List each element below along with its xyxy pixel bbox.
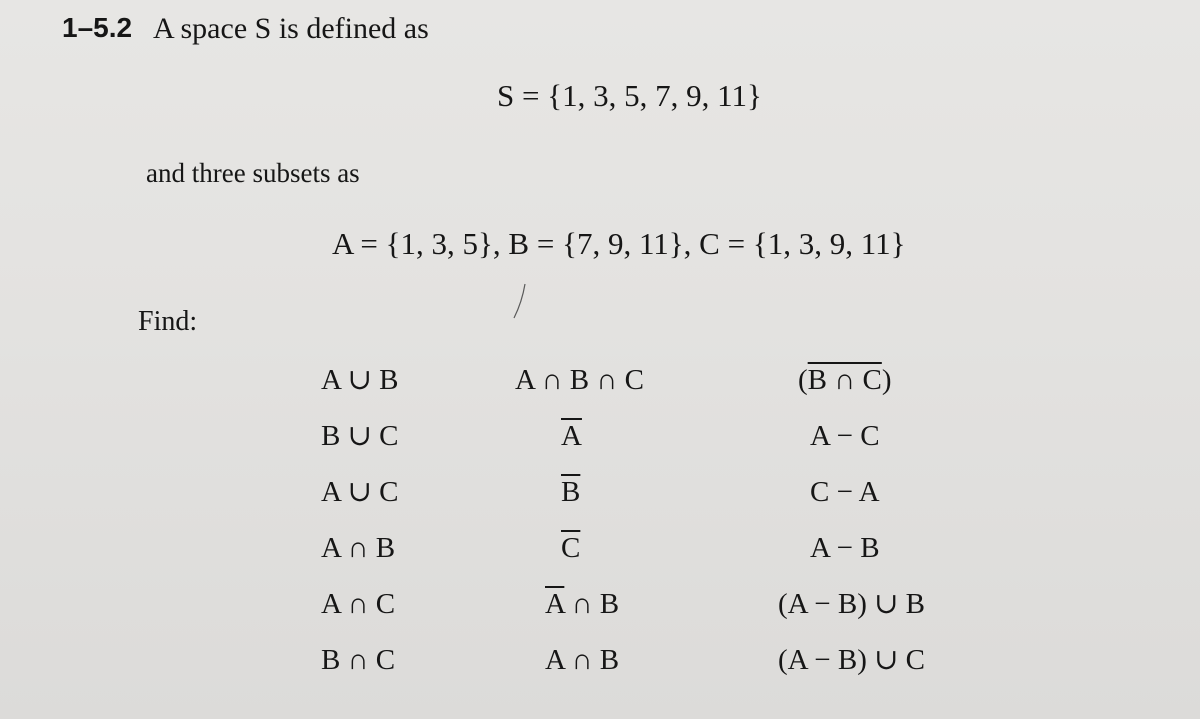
- expression-b-union-c: B ∪ C: [321, 420, 399, 452]
- expression-column-2: [515, 360, 644, 696]
- expression-a-minus-b-union-c: (A − B) ∪ C: [778, 644, 925, 676]
- expression-a-intersect-b-2: A ∩ B: [545, 644, 620, 676]
- expression-cell: [515, 416, 644, 472]
- expression-cell: [515, 528, 644, 584]
- expression-a-minus-b: A − B: [810, 532, 880, 564]
- problem-number: 1–5.2: [62, 12, 133, 43]
- expression-a-complement: $\overline{A}$: [561, 420, 582, 452]
- problem-intro: A space S is defined as: [153, 12, 429, 45]
- expression-a-intersect-b: A ∩ B: [321, 532, 396, 564]
- expression-cell: [515, 584, 644, 640]
- pen-mark: [510, 282, 530, 322]
- expression-a-intersect-b-intersect-c: A ∩ B ∩ C: [515, 364, 644, 396]
- expression-column-1: [321, 360, 398, 696]
- expression-a-complement-intersect-b: $\overline{A}$ ∩ B: [545, 588, 620, 620]
- expression-a-minus-c: A − C: [810, 420, 880, 452]
- expression-a-intersect-c: A ∩ C: [321, 588, 396, 620]
- expression-c-complement: $\overline{C}$: [561, 532, 581, 564]
- subset-equation: A = {1, 3, 5}, B = {7, 9, 11}, C = {1, 3, 9, 11}: [332, 226, 906, 261]
- expression-c-minus-a: C − A: [810, 476, 880, 508]
- space-equation: S = {1, 3, 5, 7, 9, 11}: [497, 78, 762, 113]
- expression-cell: [515, 472, 644, 528]
- expression-b-intersect-c-complement: (B ∩ C): [798, 364, 892, 396]
- expression-column-3: [778, 360, 925, 696]
- expression-b-complement: $\overline{B}$: [561, 476, 581, 508]
- expression-a-minus-b-union-b: (A − B) ∪ B: [778, 588, 925, 620]
- subset-intro: and three subsets as: [146, 158, 360, 188]
- expression-cell: [778, 360, 925, 416]
- find-label: Find:: [138, 306, 198, 337]
- show-through-text: [1030, 88, 1170, 108]
- expression-a-union-b: A ∪ B: [321, 364, 399, 396]
- expression-b-intersect-c: B ∩ C: [321, 644, 396, 676]
- expression-a-union-c: A ∪ C: [321, 476, 399, 508]
